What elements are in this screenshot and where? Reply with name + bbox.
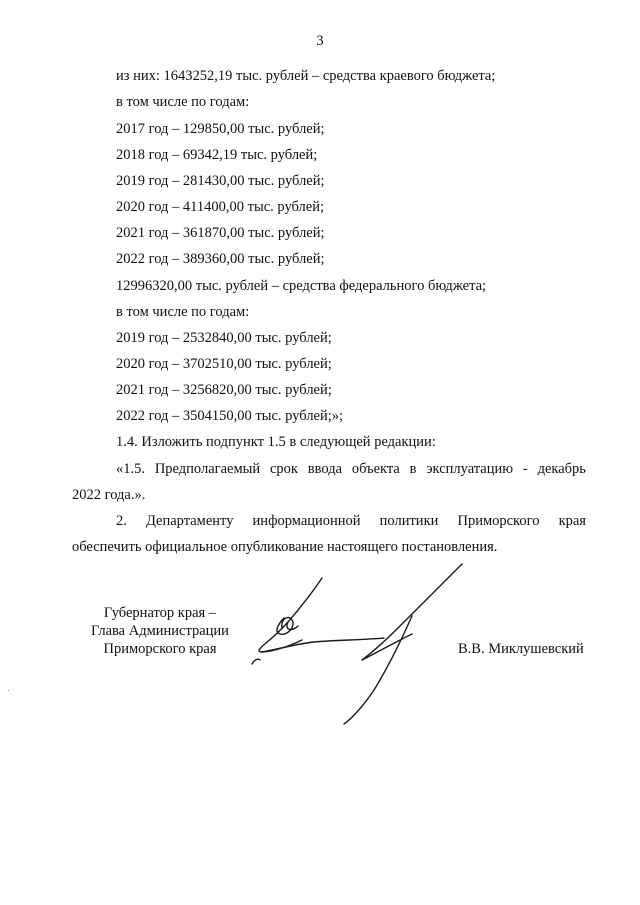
clause-1-5-word: декабрь xyxy=(537,461,586,477)
clause-1-5-word: в xyxy=(409,461,417,477)
clause-1-5-word: срок xyxy=(269,461,298,477)
clause-1-5-word: Предполагаемый xyxy=(154,461,261,477)
signatory-title-line: Губернатор края – xyxy=(103,605,217,621)
clause-1-5-word: «1.5. xyxy=(116,461,145,477)
regional-2022-line: 2022 год – 389360,00 тыс. рублей; xyxy=(116,251,325,267)
clause-2-word: Департаменту xyxy=(145,513,234,529)
regional-2018-line: 2018 год – 69342,19 тыс. рублей; xyxy=(116,147,318,163)
by-years-label-federal: в том числе по годам: xyxy=(116,304,250,320)
federal-2019-line: 2019 год – 2532840,00 тыс. рублей; xyxy=(116,330,332,346)
by-years-label: в том числе по годам: xyxy=(116,94,250,110)
page-number: 3 xyxy=(316,33,324,49)
clause-2-first-line xyxy=(116,512,586,530)
signer-name: В.В. Миклушевский xyxy=(458,641,584,657)
regional-2021-line: 2021 год – 361870,00 тыс. рублей; xyxy=(116,225,325,241)
clause-1-5-continuation: 2022 года.». xyxy=(72,487,146,503)
scan-speck xyxy=(8,690,9,691)
clause-1-5-word: - xyxy=(522,461,528,477)
clause-2-word: края xyxy=(558,513,586,529)
regional-2017-line: 2017 год – 129850,00 тыс. рублей; xyxy=(116,121,325,137)
budget-regional-total-line: из них: 1643252,19 тыс. рублей – средства краевого бюджета; xyxy=(116,68,496,84)
signatory-title-line: Глава Администрации xyxy=(91,623,229,639)
clause-1-5-word: эксплуатацию xyxy=(426,461,514,477)
clause-2-word: политики xyxy=(379,513,439,529)
signatory-title-block xyxy=(60,604,260,658)
budget-federal-total-line: 12996320,00 тыс. рублей – средства федерального бюджета; xyxy=(116,278,487,294)
federal-2021-line: 2021 год – 3256820,00 тыс. рублей; xyxy=(116,382,332,398)
clause-1-5-word: объекта xyxy=(351,461,400,477)
clause-2-word: информационной xyxy=(252,513,361,529)
regional-2019-line: 2019 год – 281430,00 тыс. рублей; xyxy=(116,173,325,189)
clause-1-5-first-line xyxy=(116,460,586,478)
signatory-title-line: Приморского края xyxy=(103,641,217,657)
clause-1-5-word: ввода xyxy=(307,461,343,477)
federal-2020-line: 2020 год – 3702510,00 тыс. рублей; xyxy=(116,356,332,372)
regional-2020-line: 2020 год – 411400,00 тыс. рублей; xyxy=(116,199,324,215)
handwritten-signature xyxy=(244,560,484,725)
clause-1-4: 1.4. Изложить подпункт 1.5 в следующей редакции: xyxy=(116,434,436,450)
clause-2-word: Приморского xyxy=(457,513,540,529)
clause-2-word: 2. xyxy=(116,513,127,529)
clause-2-continuation: обеспечить официальное опубликование настоящего постановления. xyxy=(72,539,498,555)
federal-2022-line: 2022 год – 3504150,00 тыс. рублей;»; xyxy=(116,408,344,424)
